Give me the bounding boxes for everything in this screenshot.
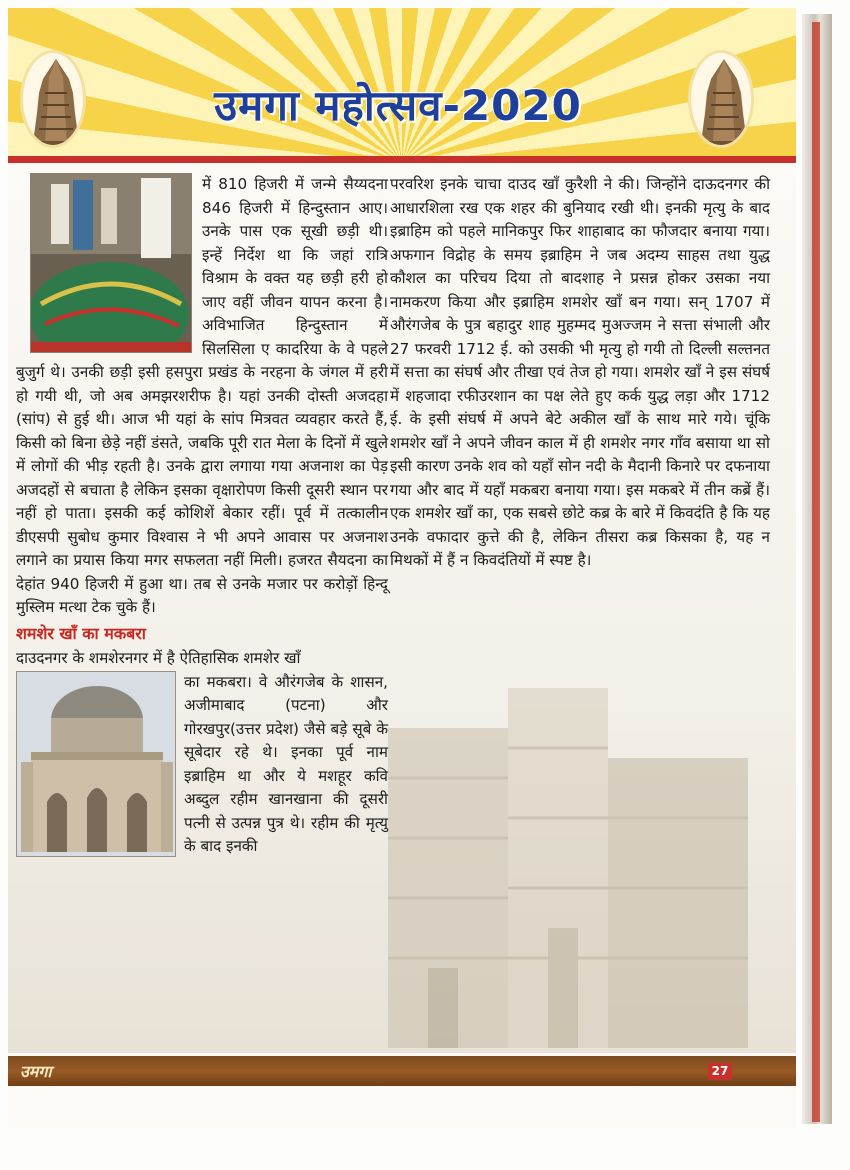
intro-paragraph: में 810 हिजरी में जन्मे सैय्यदना 846 हिजरी में हिन्दुस्तान आए। उनके पास एक सूखी छड़ी थी। इन्हें निर्देश था कि जहां रात्रि विश्राम के वक्त यह छड़ी हरी हो जाए वहीं जीवन यापन करना है। अविभाजित हिन्दुस्तान में सिलसिला ए कादरिया के वे पहले बुजुर्ग थे। उनकी छड़ी इसी हसपुरा प्रखंड के नरहना के जंगल में हरी हो गयी थी, जो अब अमझरशरीफ है। यहां उनकी दोस्ती अजदहा (सांप) से हुई थी। आज भी यहां के सांप मित्रवत व्यवहार करते हैं, किसी को बिना छेड़े नहीं डंसते, जबकि पूरी रात मेला के दिनों में खुले में लोगों की भीड़ रहती है। उनके द्वारा लगाया गया अजनाश का पेड़ अजदहों से बचाता है लेकिन इसका वृक्षारोपण किसी दूसरी स्थान पर नहीं हो पाता। इसकी कई कोशिशें बेकार रहीं। पूर्व में तत्कालीन डीएसपी सुबोध कुमार विश्वास ने भी अपने आवास पर अजनाश लगाने का प्रयास किया मगर सफलता नहीं मिली। हजरत सैयदना का देहांत 940 हिजरी में हुआ था। तब से उनके मजार पर करोड़ों हिन्दू मुस्लिम मत्था टेक चुके हैं। <box>16 175 388 616</box>
footer-brand: उमगा <box>20 1062 52 1081</box>
page-edge-red-binding <box>812 22 820 1122</box>
temple-illustration-left <box>20 50 86 148</box>
page-header <box>8 8 796 163</box>
page-footer <box>8 1056 796 1086</box>
right-column-paragraph: परवरिश इनके चाचा दाउद खाँ कुरैशी ने की। जिन्होंने दाऊदनगर की आधारशिला रख एक शहर की बुनियाद रखी थी। इनकी मृत्यु के बाद इब्राहिम को पहले मानिकपुर फिर शाहाबाद का फौजदार बनाया गया। अफगान विद्रोह के समय इब्राहिम ने जब अदम्य साहस तथा युद्ध कौशल का परिचय दिया तो बादशाह ने प्रसन्न होकर उसका नया नामकरण किया और इब्राहिम शमशेर खाँ बन गया। सन् 1707 में औरंगजेब के पुत्र बहादुर शाह मुहम्मद मुअज्जम ने सत्ता संभाली और 27 फरवरी 1712 ई. को उसकी भी मृत्यु हो गयी तो दिल्ली सल्तनत में सत्ता का संघर्ष और तीखा एवं तेज हो गया। शमशेर खाँ ने इस संघर्ष में शहजादा रफीउरशान का पक्ष लेते हुए कर्क युद्ध लड़ा और 1712 ई. के इसी संघर्ष में अपने बेटे अकील खाँ के साथ मारे गये। चूंकि शमशेर खाँ ने अपने जीवन काल में ही शमशेर नगर गाँव बसाया था सो इसी कारण उनके शव को यहाँ सोन नदी के मैदानी किनारे पर दफनाया गया और बाद में यहाँ मकबरा बनाया गया। इस मकबरे में तीन कब्रें हैं। एक शमशेर खाँ का, एक सबसे छोटे कब्र के बारे में किवदंति है कि यह उनके वफादार कुत्ते की है, लेकिन तीसरा कब्र किसका है, यह न मिथकों में हैं न किवदंतियों में स्पष्ट है। <box>390 175 770 569</box>
section-body-paragraph: का मकबरा। वे औरंगजेब के शासन, अजीमाबाद (पटना) और गोरखपुर(उत्तर प्रदेश) जैसे बड़े सूबे के सूबेदार रहे थे। इनका पूर्व नाम इब्राहिम था और ये मशहूर कवि अब्दुल रहीम खानखाना की दूसरी पत्नी से उत्पन्न पुत्र थे। रहीम की मृत्यु के बाद इनकी <box>184 672 388 855</box>
header-red-stripe <box>8 156 796 163</box>
fort-ruins-watermark <box>368 668 768 1048</box>
magazine-page <box>8 8 796 1128</box>
right-column <box>390 173 770 573</box>
shrine-photo <box>30 173 192 353</box>
temple-illustration-right <box>688 50 754 148</box>
tomb-photo <box>16 671 176 857</box>
section-lead-line: दाउदनगर के शमशेरनगर में है ऐतिहासिक शमशेर खाँ <box>16 649 301 667</box>
left-column <box>16 173 388 861</box>
page-number: 27 <box>708 1063 732 1080</box>
page-title: उमगा महोत्सव-2020 <box>214 81 582 130</box>
section-heading: शमशेर खाँ का मकबरा <box>16 623 146 643</box>
